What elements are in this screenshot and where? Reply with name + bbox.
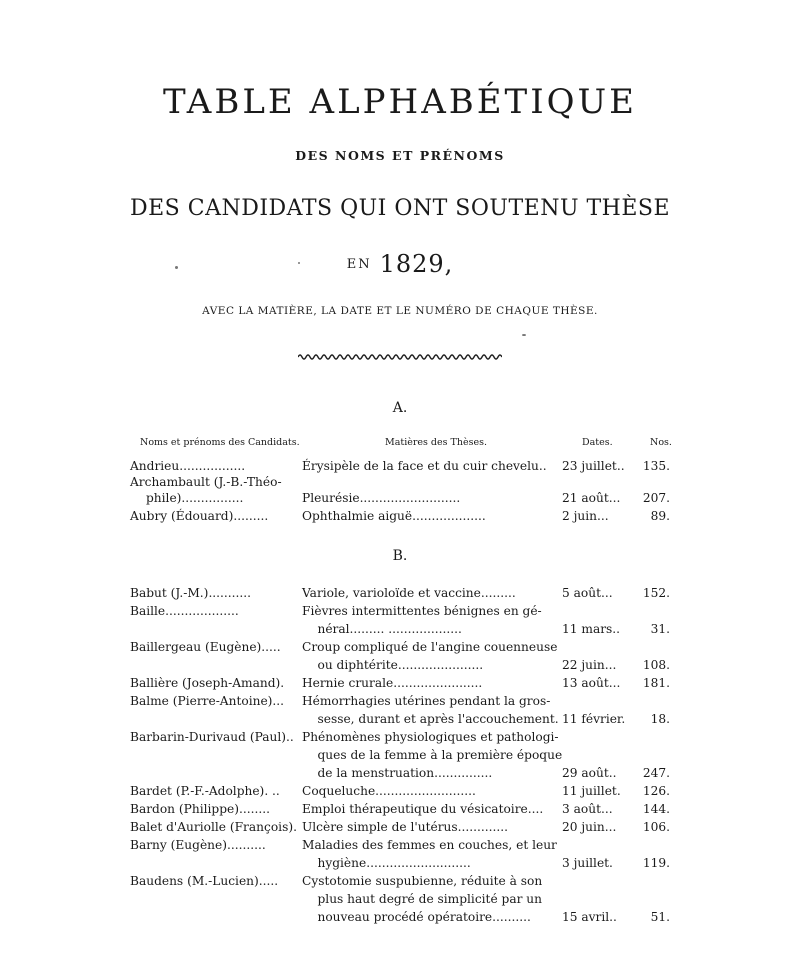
thesis-number: 126. [642, 784, 670, 798]
thesis-number: 89. [650, 509, 670, 523]
thesis-subject: plus haut degré de simplicité par un [302, 892, 543, 906]
table-row [130, 711, 670, 727]
thesis-subject: Pleurésie.......................... [302, 491, 461, 505]
table-row [130, 603, 670, 619]
thesis-number: 119. [642, 856, 670, 870]
year-line [0, 250, 800, 278]
candidate-name: Archambault (J.-B.-Théo- [130, 475, 282, 489]
table-row [130, 675, 670, 691]
thesis-number: 152. [642, 586, 670, 600]
candidate-name: Bardon (Philippe)........ [130, 802, 270, 816]
candidate-name: Baille................... [130, 604, 239, 618]
thesis-subject: ou diphtérite...................... [302, 658, 484, 672]
table-row [130, 765, 670, 781]
thesis-subject: Hernie crurale....................... [302, 676, 483, 690]
table-row [130, 783, 670, 799]
candidate-name: Baillergeau (Eugène)..... [130, 640, 281, 654]
thesis-subject: nouveau procédé opératoire.......... [302, 910, 531, 924]
thesis-subject: Phénomènes physiologiques et pathologi- [302, 730, 559, 744]
thesis-subject: Fièvres intermittentes bénignes en gé- [302, 604, 542, 618]
thesis-number: 135. [642, 459, 670, 473]
table-row [130, 873, 670, 889]
thesis-subject: de la menstruation............... [302, 766, 493, 780]
table-row [130, 621, 670, 637]
thesis-subject: Emploi thérapeutique du vésicatoire.... [302, 802, 544, 816]
thesis-date: 23 juillet.. [562, 459, 625, 473]
subtitle-subject: AVEC LA MATIÈRE, LA DATE ET LE NUMÉRO DE CHAQUE THÈSE. [202, 305, 598, 317]
candidate-name: Ballière (Joseph-Amand). [130, 676, 285, 690]
thesis-date: 11 juillet. [562, 784, 621, 798]
thesis-subject: Érysipèle de la face et du cuir chevelu.. [302, 459, 547, 473]
thesis-subject: Coqueluche.......................... [302, 784, 476, 798]
section-letter-a: A. [392, 400, 408, 416]
ornamental-rule [298, 352, 502, 362]
table-row [130, 837, 670, 853]
thesis-date: 15 avril.. [562, 910, 617, 924]
column-header-names: Noms et prénoms des Candidats. [140, 437, 300, 448]
table-row [130, 508, 670, 524]
thesis-subject: Cystotomie suspubienne, réduite à son [302, 874, 543, 888]
thesis-date: 2 juin... [562, 509, 609, 523]
thesis-subject: Maladies des femmes en couches, et leur [302, 838, 557, 852]
year-prefix: EN [346, 256, 372, 272]
candidate-name: Baudens (M.-Lucien)..... [130, 874, 279, 888]
table-row [130, 474, 670, 490]
table-row [130, 490, 670, 506]
thesis-date: 20 juin... [562, 820, 617, 834]
thesis-number: 31. [650, 622, 670, 636]
print-speck [298, 262, 300, 264]
thesis-date: 21 août... [562, 491, 621, 505]
candidate-name: Andrieu................. [130, 459, 246, 473]
column-header-subjects: Matières des Thèses. [385, 437, 487, 448]
section-letter-b: B. [392, 548, 408, 564]
table-row [130, 891, 670, 907]
thesis-subject: Variole, varioloïde et vaccine......... [302, 586, 516, 600]
thesis-subject: hygiène........................... [302, 856, 471, 870]
table-row [130, 657, 670, 673]
column-header-dates: Dates. [582, 437, 613, 448]
thesis-subject: Ophthalmie aiguë................... [302, 509, 486, 523]
subtitle-candidates: DES CANDIDATS QUI ONT SOUTENU THÈSE [129, 196, 671, 221]
candidate-name: Bardet (P.-F.-Adolphe). .. [130, 784, 280, 798]
thesis-date: 11 février. [562, 712, 626, 726]
table-row [130, 909, 670, 925]
year-value: 1829, [379, 250, 454, 278]
thesis-number: 181. [642, 676, 670, 690]
table-row [130, 855, 670, 871]
thesis-number: 144. [642, 802, 670, 816]
thesis-date: 13 août... [562, 676, 621, 690]
column-header-numbers: Nos. [650, 437, 672, 448]
thesis-subject: Croup compliqué de l'angine couenneuse [302, 640, 558, 654]
table-row [130, 729, 670, 745]
thesis-number: 108. [642, 658, 670, 672]
thesis-date: 5 août... [562, 586, 613, 600]
thesis-date: 11 mars.. [562, 622, 621, 636]
thesis-date: 3 juillet. [562, 856, 613, 870]
thesis-date: 22 juin... [562, 658, 617, 672]
thesis-date: 3 août... [562, 802, 613, 816]
page-title: TABLE ALPHABÉTIQUE [162, 82, 638, 122]
thesis-subject: sesse, durant et après l'accouchement. [302, 712, 559, 726]
candidate-name: Balet d'Auriolle (François). [130, 820, 297, 834]
table-row [130, 801, 670, 817]
candidate-name: Balme (Pierre-Antoine)... [130, 694, 285, 708]
thesis-number: 18. [650, 712, 670, 726]
table-row [130, 747, 670, 763]
candidate-name: Aubry (Édouard)......... [130, 509, 269, 523]
print-speck [522, 334, 526, 336]
thesis-subject: ques de la femme à la première époque [302, 748, 563, 762]
table-row [130, 639, 670, 655]
thesis-number: 207. [642, 491, 670, 505]
table-row [130, 819, 670, 835]
table-row [130, 458, 670, 474]
thesis-subject: Ulcère simple de l'utérus............. [302, 820, 509, 834]
table-row [130, 693, 670, 709]
thesis-subject: néral......... ................... [302, 622, 462, 636]
subtitle-names: DES NOMS ET PRÉNOMS [295, 148, 505, 163]
print-speck [175, 266, 178, 269]
thesis-subject: Hémorrhagies utérines pendant la gros- [302, 694, 551, 708]
thesis-number: 247. [642, 766, 670, 780]
candidate-name: Barbarin-Durivaud (Paul).. [130, 730, 294, 744]
thesis-number: 51. [650, 910, 670, 924]
candidate-name: Barny (Eugène).......... [130, 838, 266, 852]
thesis-date: 29 août.. [562, 766, 617, 780]
candidate-name: phile)................ [146, 491, 244, 505]
table-row [130, 585, 670, 601]
candidate-name: Babut (J.-M.)........... [130, 586, 252, 600]
thesis-number: 106. [642, 820, 670, 834]
